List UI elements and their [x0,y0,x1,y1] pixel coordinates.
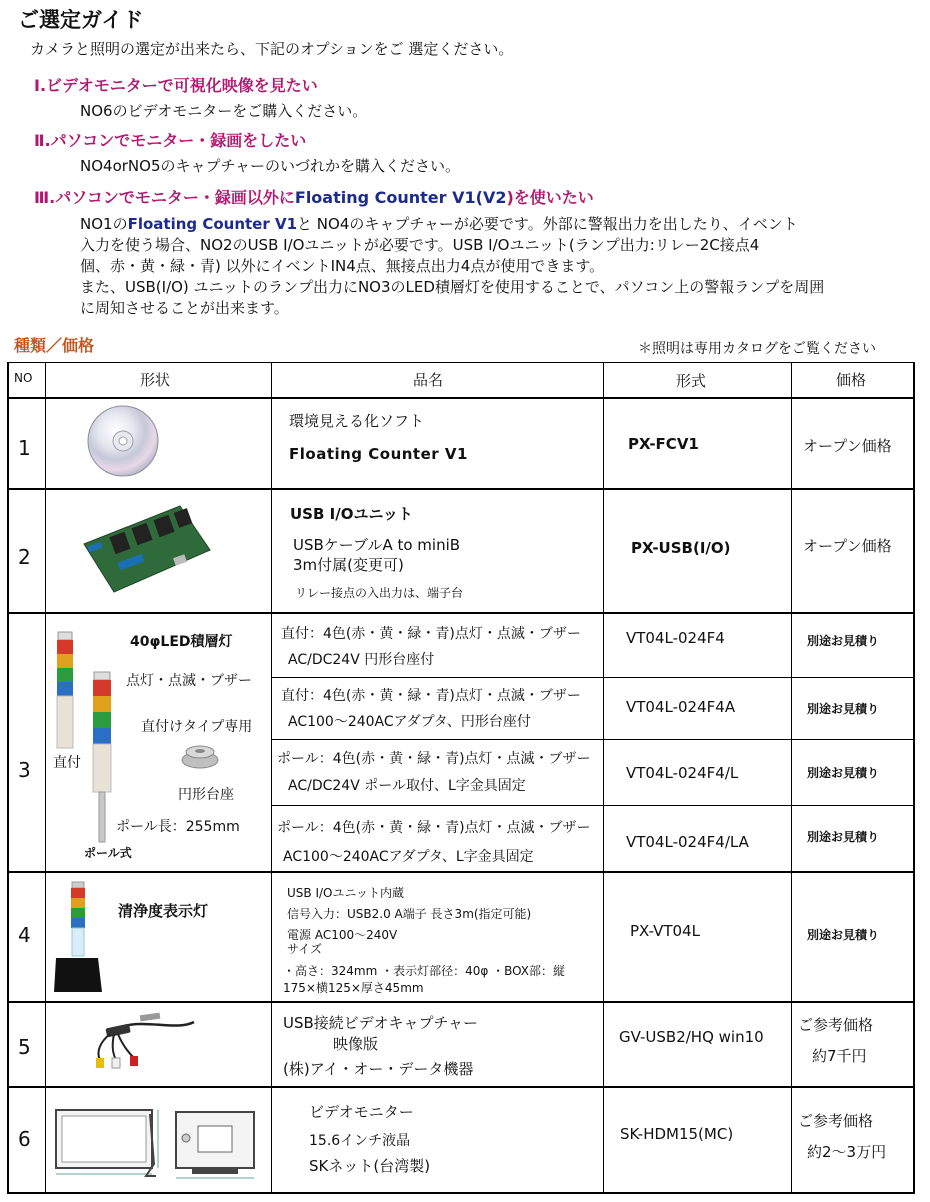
prices-label: 種類／価格 [14,336,95,355]
row-2-no: 2 [18,545,31,569]
row-3-label-led: 40φLED積層灯 [130,634,233,650]
row-3b-line-1: 直付：4色(赤・黄・緑・青)点灯・点滅・ブザー [281,688,581,704]
grid-line [7,397,915,399]
row-3-label-pole: ポール式 [84,846,132,860]
section-2-heading: Ⅱ.パソコンでモニター・録画をしたい [34,131,307,150]
row-2-name-3: 3m付属(変更可) [293,556,404,574]
row-4-price: 別途お見積り [807,928,880,942]
section-1-body: NO6のビデオモニターをご購入ください。 [80,102,368,120]
s3-heading-fc: Floating Counter V1(V2 [294,188,507,207]
row-3b-price: 別途お見積り [807,702,880,716]
s3-body-line-1 [80,214,824,235]
row-3-no: 3 [18,758,31,782]
row-5-price-1: ご参考価格 [798,1016,874,1034]
row-4-name-2: 信号入力：USB2.0 A端子 長さ3m(指定可能) [287,907,532,921]
grid-line [7,1086,915,1088]
row-3a-model: VT04L-024F4 [626,629,725,647]
row-6-name-3: SKネット(台湾製) [309,1157,431,1175]
s3-body-line-2: 入力を使う場合、NO2のUSB I/Oユニットが必要です。USB I/Oユニット(ランプ出力:リレー2C接点4 [80,236,760,254]
row-1-price: オープン価格 [803,437,892,455]
grid-line [913,362,915,1194]
row-2-name-2: USBケーブルA to miniB [293,536,461,554]
row-2-name-1: USB I/Oユニット [290,505,413,523]
row-3d-price: 別途お見積り [807,830,880,844]
cleanliness-indicator-icon [52,878,106,996]
grid-line [7,362,9,1194]
s3-body-line-3: 個、赤・黄・緑・青) 以外にイベントIN4点、無接点出力4点が使用できます。 [80,257,605,275]
intro-text: カメラと照明の選定が出来たら、下記のオプションをご 選定ください。 [30,40,514,58]
row-3d-model: VT04L-024F4/LA [626,833,749,851]
page-title: ご選定ガイド [18,8,144,32]
row-4-label: 清浄度表示灯 [118,902,209,920]
section-2-body: NO4orNO5のキャプチャーのいづれかを購入ください。 [80,157,461,175]
s3-heading-post: )を使いたい [506,188,594,207]
row-3-label-direct: 直付 [53,755,81,771]
row-1-no: 1 [18,436,31,460]
row-4-name-6: 175×横125×厚さ45mm [283,981,424,995]
grid-line [45,362,46,1194]
row-4-name-5: ・高さ：324mm ・表示灯部径：40φ ・BOX部：縦 [283,964,566,978]
grid-line [271,805,915,806]
s3-body-line-4: また、USB(I/O) ユニットのランプ出力にNO3のLED積層灯を使用することで、パソコン上の警報ランプを周囲 [80,278,825,296]
grid-line [7,1001,915,1003]
row-3b-line-2: AC100～240ACアダプタ、円形台座付 [288,714,531,730]
row-5-no: 5 [18,1035,31,1059]
row-3c-price: 別途お見積り [807,766,880,780]
row-6-model: SK-HDM15(MC) [620,1125,734,1143]
row-4-no: 4 [18,923,31,947]
row-3-label-direct-type: 直付けタイプ専用 [141,719,253,735]
row-3-label-pole-len: ポール長：255mm [116,819,240,835]
grid-line [7,871,915,873]
row-3d-line-2: AC100～240ACアダプタ、L字金具固定 [283,849,534,865]
row-1-name-2: Floating Counter V1 [289,445,468,463]
grid-line [7,1192,915,1194]
row-3a-line-1: 直付：4色(赤・黄・緑・青)点灯・点滅・ブザー [281,626,581,642]
row-3-label-func: 点灯・点滅・ブザー [126,673,252,689]
row-1-name-1: 環境見える化ソフト [289,412,425,430]
lighting-note: ＊照明は専用カタログをご覧ください [638,341,876,357]
row-5-name-2: 映像版 [333,1035,379,1053]
led-tower-light-icon [52,628,124,848]
row-1-model: PX-FCV1 [628,435,699,453]
grid-line [271,739,915,740]
header-price: 価格 [836,371,867,389]
row-3a-price: 別途お見積り [807,634,880,648]
header-name: 品名 [413,371,444,389]
row-4-model: PX-VT04L [630,922,700,940]
row-6-name-1: ビデオモニター [309,1103,414,1121]
section-1-heading: Ⅰ.ビデオモニターで可視化映像を見たい [34,76,318,95]
row-2-model: PX-USB(I/O) [631,539,731,557]
row-5-model: GV-USB2/HQ win10 [619,1028,764,1046]
grid-line [603,362,604,1194]
row-3b-model: VT04L-024F4A [626,698,736,716]
row-6-price-1: ご参考価格 [798,1112,874,1130]
row-3c-line-2: AC/DC24V ポール取付、L字金具固定 [288,778,526,794]
row-5-name-3: (株)アイ・オー・データ機器 [283,1060,474,1078]
grid-line [791,362,792,1194]
row-6-no: 6 [18,1127,31,1151]
row-2-name-4: リレー接点の入出力は、端子台 [295,586,464,600]
row-3c-model: VT04L-024F4/L [626,764,739,782]
row-3a-line-2: AC/DC24V 円形台座付 [288,652,435,668]
row-6-name-2: 15.6インチ液晶 [309,1133,411,1149]
grid-line [271,677,915,678]
header-model: 形式 [676,372,707,390]
s3-pre: NO1の [80,215,128,233]
row-2-price: オープン価格 [803,537,892,555]
row-4-name-4: サイズ [287,942,323,956]
row-3-label-base: 円形台座 [178,787,234,803]
grid-line [7,488,915,490]
row-4-name-3: 電源 AC100～240V [287,928,398,942]
usb-capture-cable-icon [86,1008,204,1072]
s3-body-line-5: に周知させることが出来ます。 [80,299,289,317]
usb-io-board-icon [78,500,214,596]
grid-line [7,362,915,363]
row-3c-line-1: ポール：4色(赤・黄・緑・青)点灯・点滅・ブザー [277,751,591,767]
row-3d-line-1: ポール：4色(赤・黄・緑・青)点灯・点滅・ブザー [277,820,591,836]
grid-line [271,362,272,1194]
s3-fc: Floating Counter V1 [127,215,298,233]
row-5-name-1: USB接続ビデオキャプチャー [283,1014,479,1032]
cd-disc-icon [86,404,160,478]
grid-line [7,612,915,614]
row-5-price-2: 約7千円 [812,1047,867,1065]
section-3-heading [34,185,594,208]
video-monitor-icon [52,1104,266,1184]
s3-heading-pre: Ⅲ.パソコンでモニター・録画以外に [34,188,295,207]
s3-post: と NO4のキャプチャーが必要です。外部に警報出力を出したり、イベント [297,215,798,233]
round-base-icon [180,740,220,770]
header-shape: 形状 [140,371,171,389]
header-no: NO [14,371,33,385]
row-6-price-2: 約2～3万円 [807,1143,887,1161]
row-4-name-1: USB I/Oユニット内蔵 [287,886,404,900]
section-3-body [80,214,824,319]
